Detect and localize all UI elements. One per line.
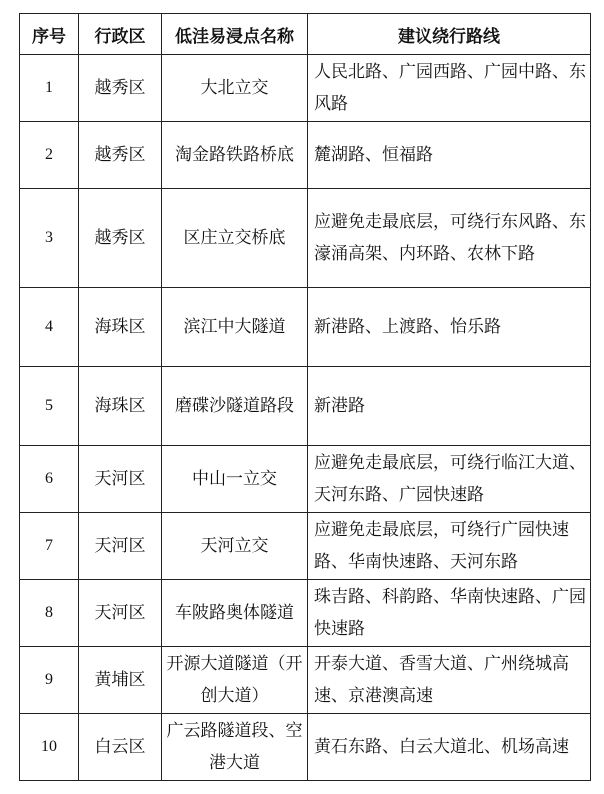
- cell-no: 3: [20, 189, 79, 288]
- cell-district: 海珠区: [79, 367, 162, 446]
- table-row: [20, 580, 591, 647]
- cell-route: 应避免走最底层，可绕行东风路、东濠涌高架、内环路、农林下路: [308, 189, 591, 288]
- cell-route: 黄石东路、白云大道北、机场高速: [308, 714, 591, 781]
- cell-location: 区庄立交桥底: [162, 189, 308, 288]
- cell-route: 应避免走最底层，可绕行临江大道、天河东路、广园快速路: [308, 446, 591, 513]
- cell-no: 1: [20, 55, 79, 122]
- cell-district: 越秀区: [79, 55, 162, 122]
- cell-district: 白云区: [79, 714, 162, 781]
- table-row: [20, 55, 591, 122]
- cell-no: 7: [20, 513, 79, 580]
- header-location: 低洼易浸点名称: [162, 14, 308, 55]
- table-row: [20, 122, 591, 189]
- cell-district: 天河区: [79, 446, 162, 513]
- cell-no: 2: [20, 122, 79, 189]
- cell-location: 中山一立交: [162, 446, 308, 513]
- cell-district: 越秀区: [79, 189, 162, 288]
- cell-district: 越秀区: [79, 122, 162, 189]
- table-row: [20, 714, 591, 781]
- table-row: [20, 647, 591, 714]
- cell-route: 开泰大道、香雪大道、广州绕城高速、京港澳高速: [308, 647, 591, 714]
- cell-district: 天河区: [79, 580, 162, 647]
- header-district: 行政区: [79, 14, 162, 55]
- cell-route: 人民北路、广园西路、广园中路、东风路: [308, 55, 591, 122]
- detour-table-container: [19, 13, 590, 781]
- cell-location: 天河立交: [162, 513, 308, 580]
- cell-location: 广云路隧道段、空港大道: [162, 714, 308, 781]
- cell-route: 麓湖路、恒福路: [308, 122, 591, 189]
- cell-no: 6: [20, 446, 79, 513]
- cell-route: 珠吉路、科韵路、华南快速路、广园快速路: [308, 580, 591, 647]
- table-row: [20, 189, 591, 288]
- header-no: 序号: [20, 14, 79, 55]
- cell-route: 新港路: [308, 367, 591, 446]
- detour-table: [19, 13, 591, 781]
- cell-no: 5: [20, 367, 79, 446]
- header-route: 建议绕行路线: [308, 14, 591, 55]
- cell-location: 淘金路铁路桥底: [162, 122, 308, 189]
- cell-route: 新港路、上渡路、怡乐路: [308, 288, 591, 367]
- cell-district: 黄埔区: [79, 647, 162, 714]
- cell-no: 10: [20, 714, 79, 781]
- cell-location: 开源大道隧道（开创大道）: [162, 647, 308, 714]
- table-row: [20, 446, 591, 513]
- table-row: [20, 513, 591, 580]
- cell-location: 滨江中大隧道: [162, 288, 308, 367]
- cell-no: 4: [20, 288, 79, 367]
- cell-no: 9: [20, 647, 79, 714]
- table-row: [20, 288, 591, 367]
- cell-no: 8: [20, 580, 79, 647]
- table-row: [20, 367, 591, 446]
- cell-location: 大北立交: [162, 55, 308, 122]
- cell-district: 天河区: [79, 513, 162, 580]
- cell-location: 磨碟沙隧道路段: [162, 367, 308, 446]
- cell-district: 海珠区: [79, 288, 162, 367]
- cell-location: 车陂路奥体隧道: [162, 580, 308, 647]
- cell-route: 应避免走最底层，可绕行广园快速路、华南快速路、天河东路: [308, 513, 591, 580]
- table-header-row: [20, 14, 591, 55]
